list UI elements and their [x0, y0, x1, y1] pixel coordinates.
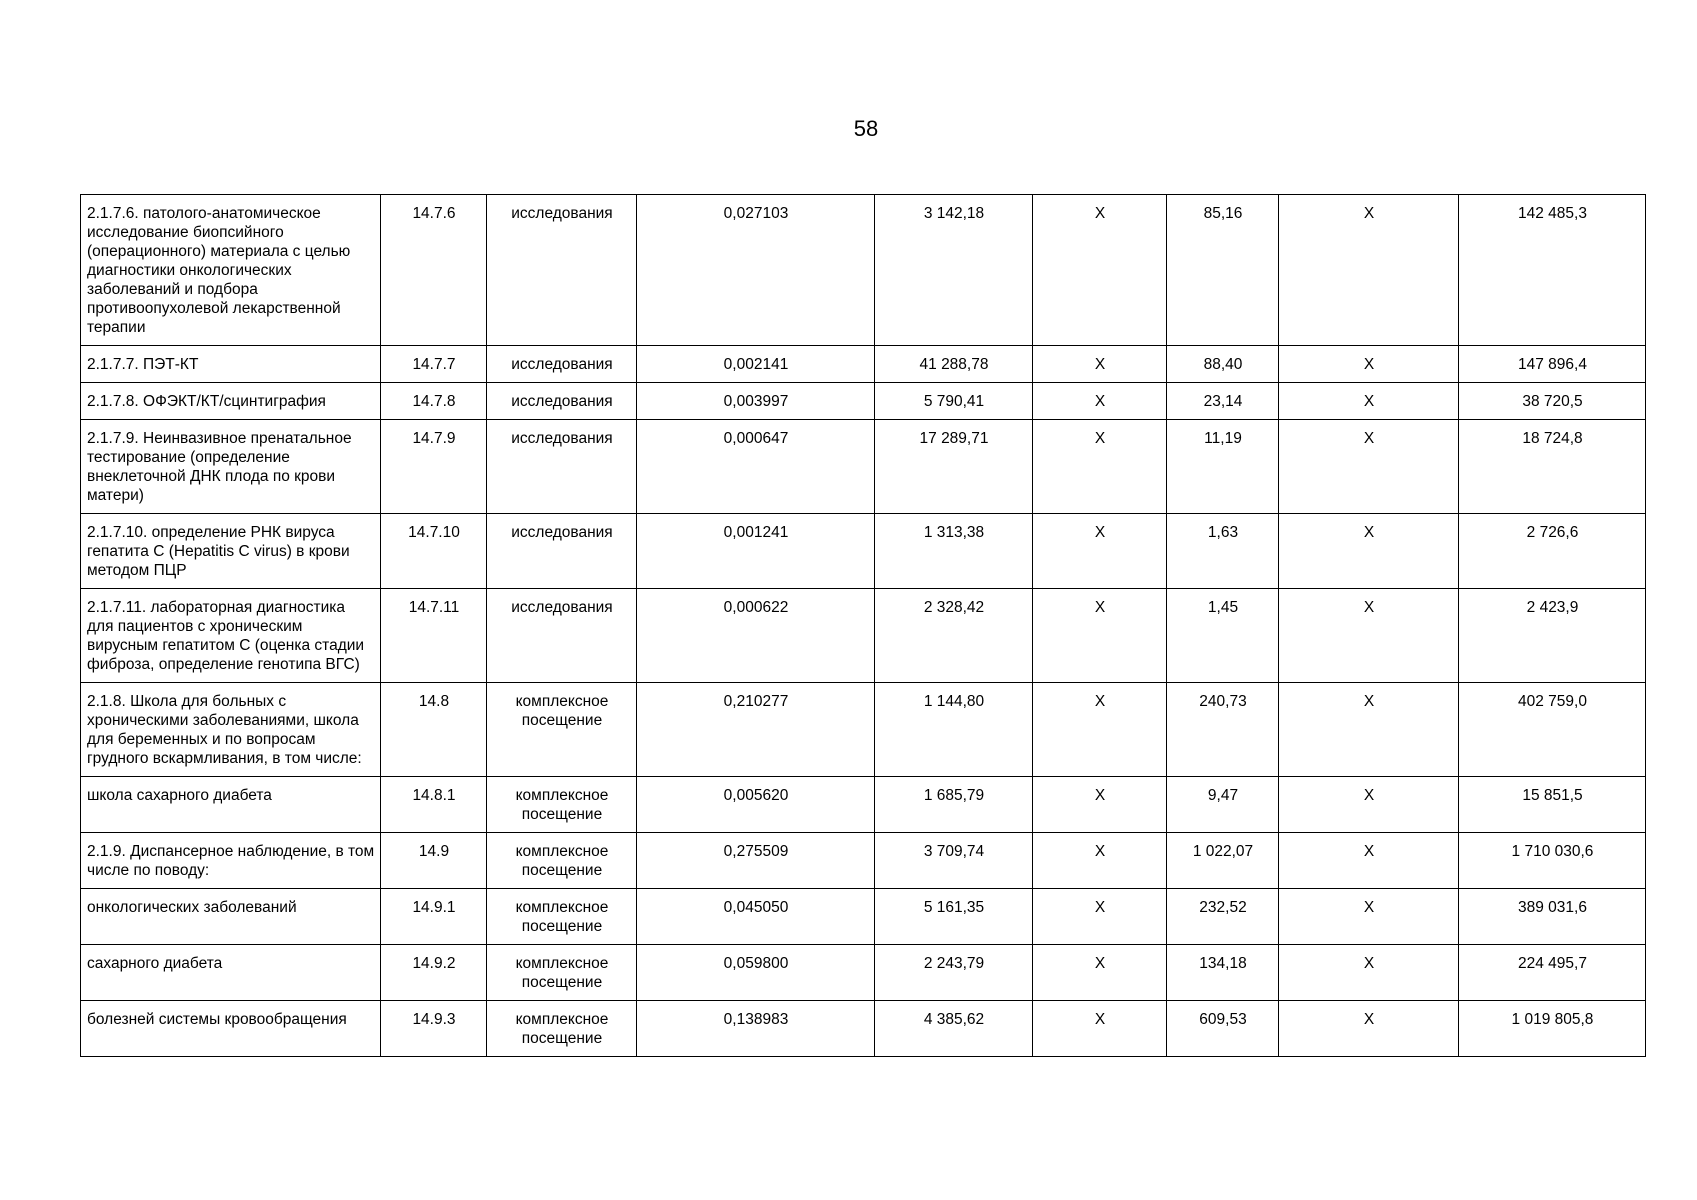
cell-unit: комплексное посещение [487, 777, 637, 833]
cell-code: 14.7.8 [381, 383, 487, 420]
cell-per-capita: 85,16 [1167, 195, 1279, 346]
cell-x-mark: Х [1279, 195, 1459, 346]
cell-x-mark: Х [1033, 346, 1167, 383]
cell-total: 1 019 805,8 [1459, 1001, 1646, 1057]
cell-norm: 0,275509 [637, 833, 875, 889]
cell-norm: 0,003997 [637, 383, 875, 420]
cell-cost: 1 313,38 [875, 514, 1033, 589]
cell-per-capita: 1,63 [1167, 514, 1279, 589]
cell-name: болезней системы кровообращения [81, 1001, 381, 1057]
cell-cost: 2 328,42 [875, 589, 1033, 683]
table-row [81, 945, 1646, 1001]
cell-name: сахарного диабета [81, 945, 381, 1001]
cell-x-mark: Х [1279, 683, 1459, 777]
cell-x-mark: Х [1033, 833, 1167, 889]
cell-total: 15 851,5 [1459, 777, 1646, 833]
cell-unit: исследования [487, 383, 637, 420]
cell-unit: комплексное посещение [487, 945, 637, 1001]
cell-norm: 0,002141 [637, 346, 875, 383]
table-row [81, 346, 1646, 383]
table-row [81, 833, 1646, 889]
cell-cost: 41 288,78 [875, 346, 1033, 383]
cell-norm: 0,138983 [637, 1001, 875, 1057]
cell-unit: комплексное посещение [487, 683, 637, 777]
cell-per-capita: 23,14 [1167, 383, 1279, 420]
cell-code: 14.7.11 [381, 589, 487, 683]
cell-unit: исследования [487, 514, 637, 589]
table-row [81, 1001, 1646, 1057]
data-table [80, 194, 1646, 1057]
cell-x-mark: Х [1279, 833, 1459, 889]
cell-per-capita: 1 022,07 [1167, 833, 1279, 889]
cell-x-mark: Х [1033, 383, 1167, 420]
cell-x-mark: Х [1033, 777, 1167, 833]
table-row [81, 589, 1646, 683]
cell-name: 2.1.7.7. ПЭТ-КТ [81, 346, 381, 383]
cell-code: 14.8 [381, 683, 487, 777]
cell-x-mark: Х [1279, 889, 1459, 945]
cell-code: 14.7.7 [381, 346, 487, 383]
cell-total: 224 495,7 [1459, 945, 1646, 1001]
table-body [81, 195, 1646, 1057]
cell-cost: 1 144,80 [875, 683, 1033, 777]
cell-norm: 0,027103 [637, 195, 875, 346]
cell-per-capita: 240,73 [1167, 683, 1279, 777]
cell-total: 389 031,6 [1459, 889, 1646, 945]
cell-name: 2.1.7.8. ОФЭКТ/КТ/сцинтиграфия [81, 383, 381, 420]
cell-norm: 0,000622 [637, 589, 875, 683]
cell-total: 402 759,0 [1459, 683, 1646, 777]
cell-total: 147 896,4 [1459, 346, 1646, 383]
cell-name: 2.1.9. Диспансерное наблюдение, в том числе по поводу: [81, 833, 381, 889]
cell-norm: 0,001241 [637, 514, 875, 589]
cell-x-mark: Х [1033, 420, 1167, 514]
cell-x-mark: Х [1033, 514, 1167, 589]
cell-per-capita: 609,53 [1167, 1001, 1279, 1057]
cell-x-mark: Х [1279, 420, 1459, 514]
cell-code: 14.7.9 [381, 420, 487, 514]
cell-name: 2.1.8. Школа для больных с хроническими заболеваниями, школа для беременных и по вопросам грудного вскармливания, в том числе: [81, 683, 381, 777]
cell-x-mark: Х [1279, 346, 1459, 383]
cell-name: 2.1.7.9. Неинвазивное пренатальное тестирование (определение внеклеточной ДНК плода по крови матери) [81, 420, 381, 514]
cell-x-mark: Х [1279, 589, 1459, 683]
cell-unit: комплексное посещение [487, 833, 637, 889]
cell-norm: 0,210277 [637, 683, 875, 777]
table-row [81, 514, 1646, 589]
cell-unit: комплексное посещение [487, 1001, 637, 1057]
cell-code: 14.9.3 [381, 1001, 487, 1057]
cell-x-mark: Х [1279, 945, 1459, 1001]
cell-x-mark: Х [1279, 514, 1459, 589]
cell-per-capita: 134,18 [1167, 945, 1279, 1001]
cell-name: онкологических заболеваний [81, 889, 381, 945]
cell-cost: 5 790,41 [875, 383, 1033, 420]
cell-x-mark: Х [1033, 945, 1167, 1001]
cell-cost: 1 685,79 [875, 777, 1033, 833]
page-number: 58 [853, 116, 879, 141]
cell-x-mark: Х [1033, 1001, 1167, 1057]
cell-name: школа сахарного диабета [81, 777, 381, 833]
cell-norm: 0,000647 [637, 420, 875, 514]
cell-per-capita: 232,52 [1167, 889, 1279, 945]
cell-cost: 4 385,62 [875, 1001, 1033, 1057]
cell-total: 38 720,5 [1459, 383, 1646, 420]
cell-code: 14.8.1 [381, 777, 487, 833]
cell-unit: исследования [487, 589, 637, 683]
cell-code: 14.9.1 [381, 889, 487, 945]
cell-x-mark: Х [1279, 1001, 1459, 1057]
cell-norm: 0,005620 [637, 777, 875, 833]
cell-x-mark: Х [1033, 195, 1167, 346]
cell-per-capita: 9,47 [1167, 777, 1279, 833]
cell-name: 2.1.7.6. патолого-анатомическое исследование биопсийного (операционного) материала с целью диагностики онкологических заболеваний и подбора противоопухолевой лекарственной терапии [81, 195, 381, 346]
cell-x-mark: Х [1279, 777, 1459, 833]
cell-total: 2 726,6 [1459, 514, 1646, 589]
cell-cost: 17 289,71 [875, 420, 1033, 514]
table-row [81, 683, 1646, 777]
cell-x-mark: Х [1033, 889, 1167, 945]
cell-total: 18 724,8 [1459, 420, 1646, 514]
cell-name: 2.1.7.10. определение РНК вируса гепатита С (Hepatitis C virus) в крови методом ПЦР [81, 514, 381, 589]
cell-code: 14.7.6 [381, 195, 487, 346]
cell-total: 2 423,9 [1459, 589, 1646, 683]
cell-total: 142 485,3 [1459, 195, 1646, 346]
cell-norm: 0,045050 [637, 889, 875, 945]
cell-unit: исследования [487, 420, 637, 514]
cell-per-capita: 1,45 [1167, 589, 1279, 683]
cell-code: 14.9 [381, 833, 487, 889]
cell-per-capita: 88,40 [1167, 346, 1279, 383]
cell-cost: 5 161,35 [875, 889, 1033, 945]
cell-x-mark: Х [1033, 589, 1167, 683]
cell-unit: комплексное посещение [487, 889, 637, 945]
cell-code: 14.9.2 [381, 945, 487, 1001]
table-row [81, 195, 1646, 346]
cell-cost: 3 142,18 [875, 195, 1033, 346]
cell-cost: 3 709,74 [875, 833, 1033, 889]
cell-code: 14.7.10 [381, 514, 487, 589]
table-row [81, 889, 1646, 945]
cell-x-mark: Х [1033, 683, 1167, 777]
cell-norm: 0,059800 [637, 945, 875, 1001]
table-row [81, 420, 1646, 514]
cell-x-mark: Х [1279, 383, 1459, 420]
table-row [81, 777, 1646, 833]
cell-total: 1 710 030,6 [1459, 833, 1646, 889]
cell-cost: 2 243,79 [875, 945, 1033, 1001]
cell-name: 2.1.7.11. лабораторная диагностика для пациентов с хроническим вирусным гепатитом С (оценка стадии фиброза, определение генотипа ВГС) [81, 589, 381, 683]
cell-unit: исследования [487, 195, 637, 346]
cell-per-capita: 11,19 [1167, 420, 1279, 514]
cell-unit: исследования [487, 346, 637, 383]
table-row [81, 383, 1646, 420]
